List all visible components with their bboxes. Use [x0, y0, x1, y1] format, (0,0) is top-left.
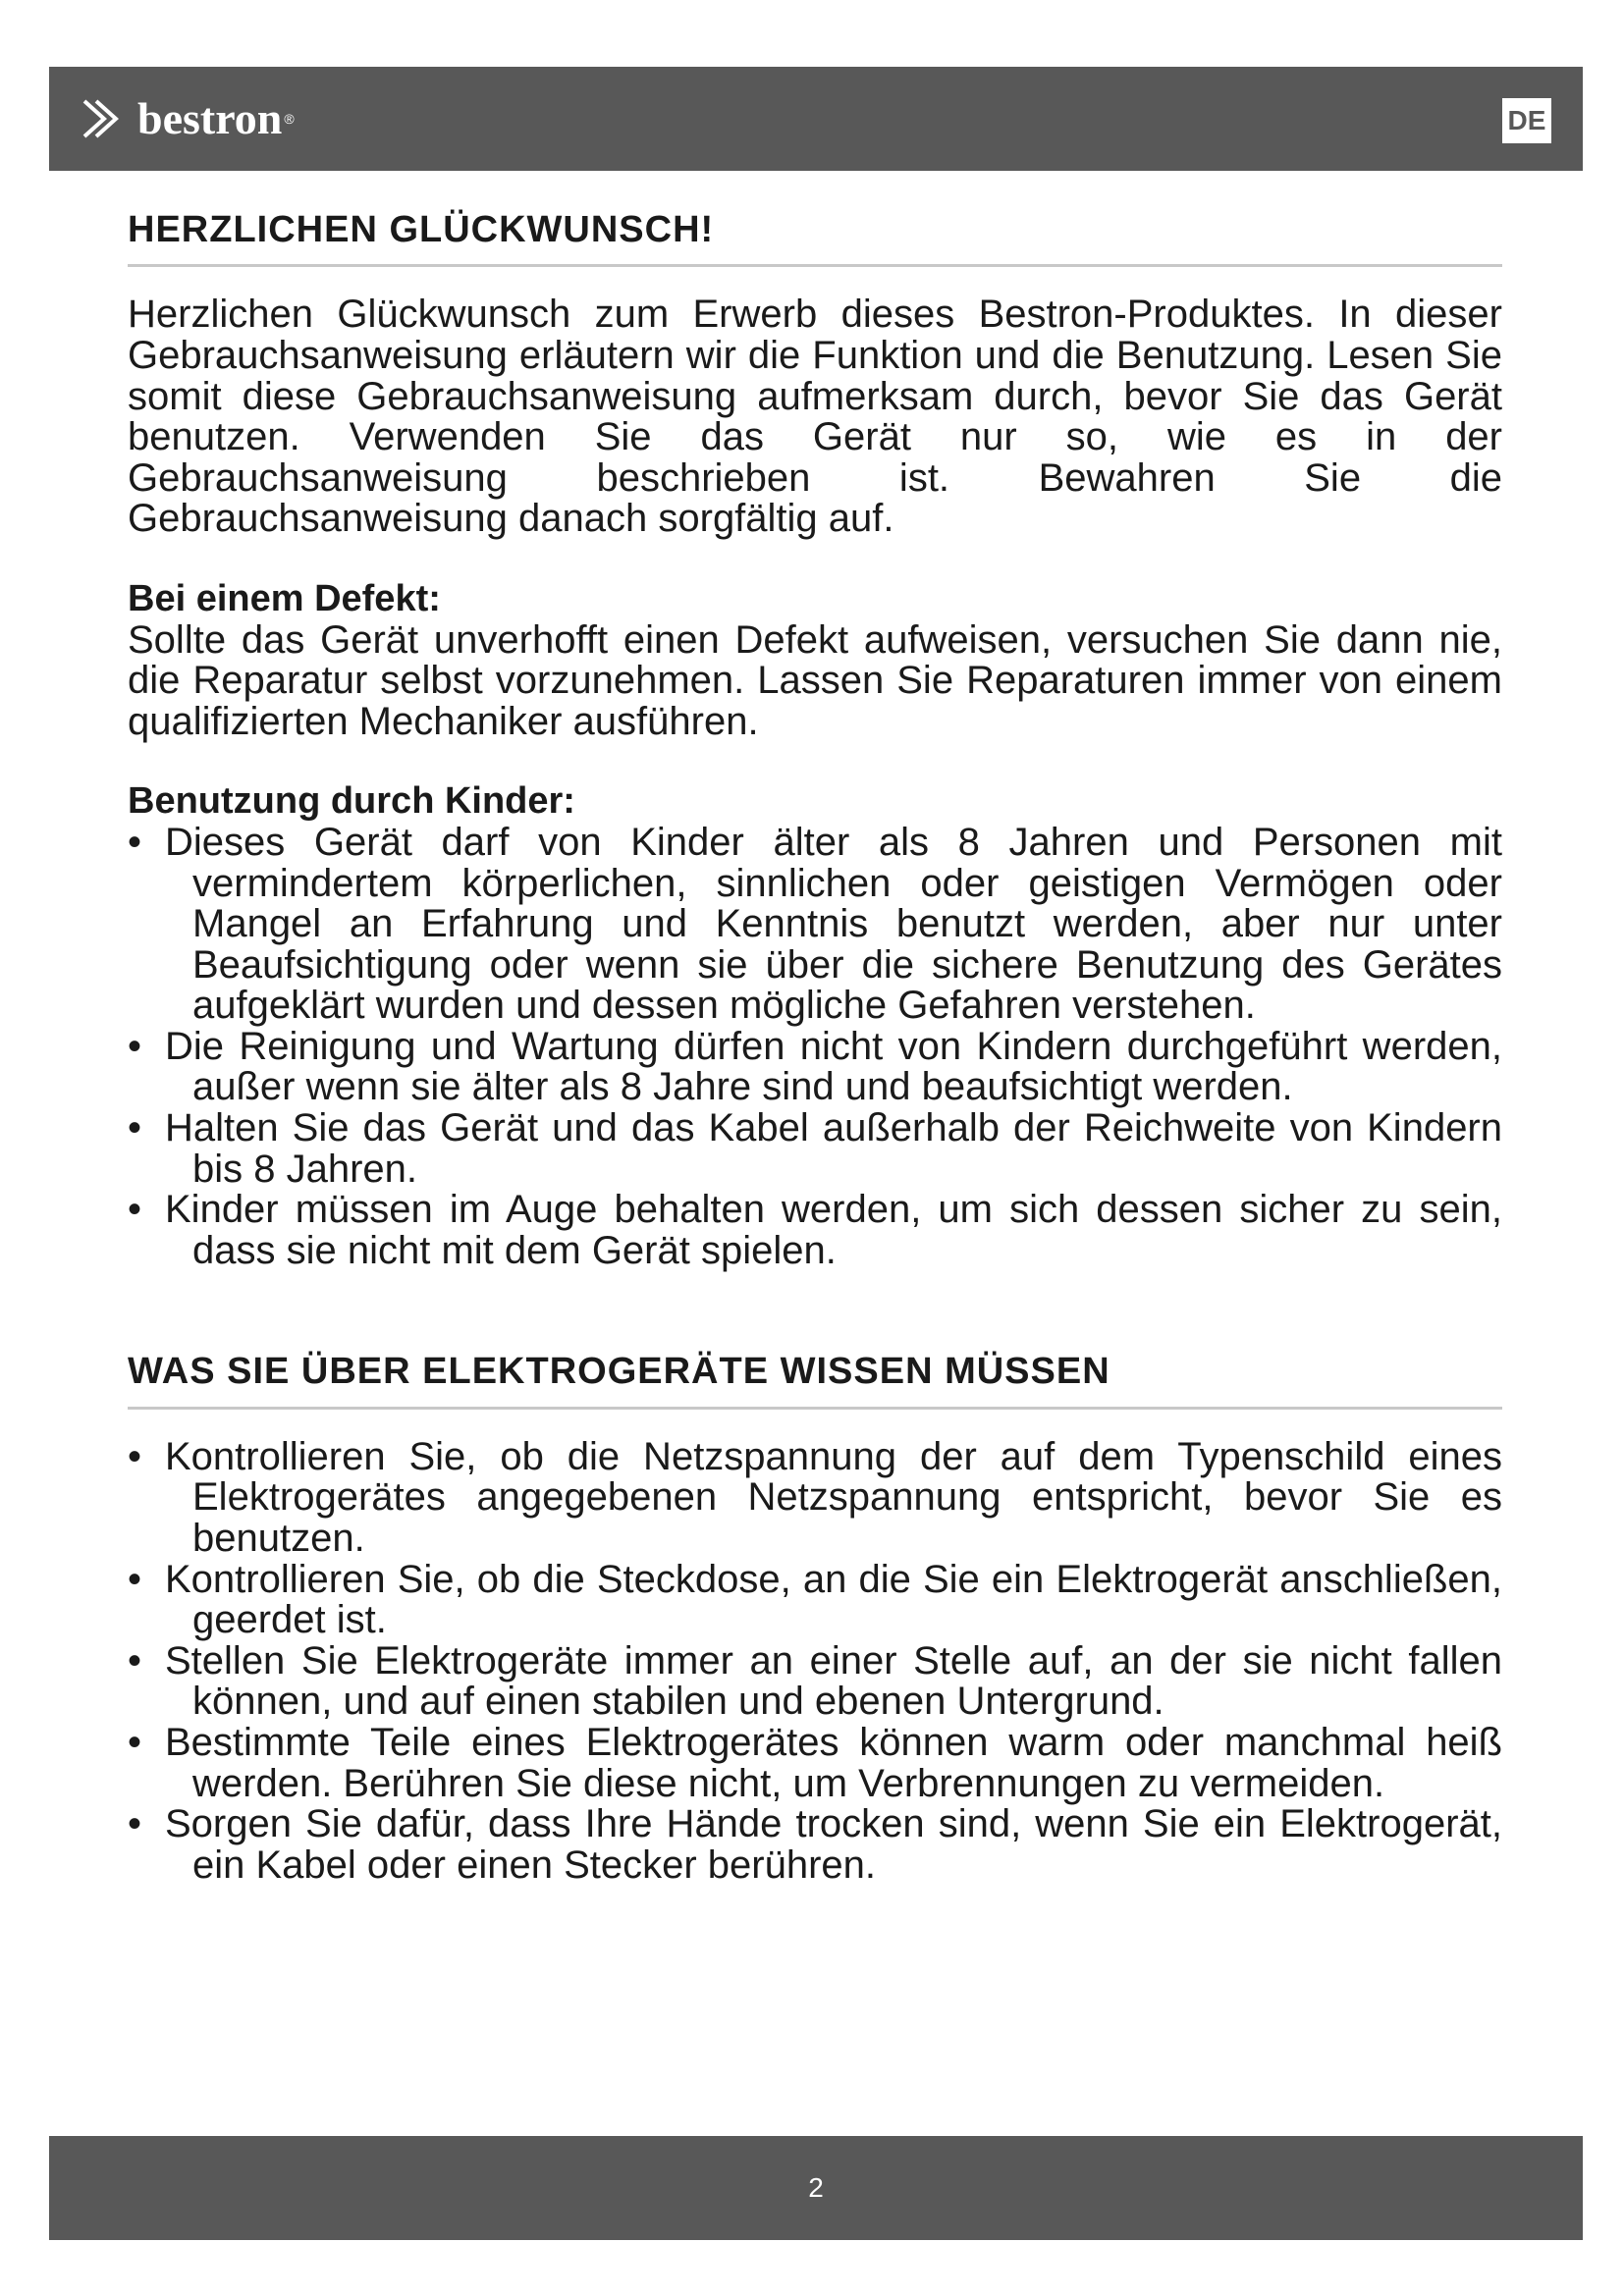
double-chevron-icon: [81, 97, 132, 140]
children-heading: Benutzung durch Kinder:: [128, 780, 575, 823]
header-bar: [49, 67, 1583, 171]
children-list: [128, 820, 1502, 1272]
registered-mark: ®: [284, 111, 295, 127]
section-title-electrical: WAS SIE ÜBER ELEKTROGERÄTE WISSEN MÜSSEN: [128, 1348, 1502, 1409]
page-number: 2: [808, 2172, 824, 2203]
footer-bar: [49, 2136, 1583, 2240]
list-item: • Kontrollieren Sie, ob die Steckdose, an die Sie ein Elektrogerät anschließen, geerdet ist.: [128, 1557, 1502, 1642]
list-item: • Sorgen Sie dafür, dass Ihre Hände trocken sind, wenn Sie ein Elektrogerät, ein Kabel oder einen Stecker berühren.: [128, 1802, 1502, 1887]
list-item: • Stellen Sie Elektrogeräte immer an einer Stelle auf, an der sie nicht fallen können, und auf einen stabilen und ebenen Untergrund.: [128, 1638, 1502, 1724]
list-item: • Halten Sie das Gerät und das Kabel außerhalb der Reichweite von Kindern bis 8 Jahren.: [128, 1106, 1502, 1191]
list-item: • Bestimmte Teile eines Elektrogerätes können warm oder manchmal heiß werden. Berühren Sie diese nicht, um Verbrennungen zu vermeiden.: [128, 1721, 1502, 1805]
language-badge: DE: [1502, 98, 1551, 143]
intro-paragraph: Herzlichen Glückwunsch zum Erwerb dieses Bestron-Produktes. In dieser Gebrauchsanweisung erläutern wir die Funktion und die Benutzung. Lesen Sie somit diese Gebrauchsanweisung aufmerksam durch, bevor Sie das Gerät benutzen. Verwenden Sie das Gerät nur so, wie es in der Gebrauchsanweisung beschrieben ist. Bewahren Sie die Gebrauchsanweisung danach sorgfältig auf.: [128, 293, 1502, 541]
electrical-list: [128, 1434, 1502, 1887]
section-title-congratulations: HERZLICHEN GLÜCKWUNSCH!: [128, 206, 1502, 267]
list-item: • Dieses Gerät darf von Kinder älter als 8 Jahren und Personen mit vermindertem körperlichen, sinnlichen oder geistigen Vermögen oder Mangel an Erfahrung und Kenntnis benutzt werden, aber nur unter Beaufsichtigung oder wenn sie über die sichere Benutzung des Gerätes aufgeklärt wurden und dessen mögliche Gefahren verstehen.: [128, 820, 1502, 1028]
defect-heading: Bei einem Defekt:: [128, 577, 441, 619]
defect-paragraph: Sollte das Gerät unverhofft einen Defekt aufweisen, versuchen Sie dann nie, die Reparatur selbst vorzunehmen. Lassen Sie Reparaturen immer von einem qualifizierten Mechaniker ausführen.: [128, 617, 1502, 743]
page-content: [128, 206, 1502, 1886]
brand-name: bestron: [137, 93, 283, 143]
brand-logo: [81, 84, 295, 153]
list-item: • Kontrollieren Sie, ob die Netzspannung der auf dem Typenschild eines Elektrogerätes angegebenen Netzspannung entspricht, bevor Sie es benutzen.: [128, 1434, 1502, 1561]
list-item: • Kinder müssen im Auge behalten werden, um sich dessen sicher zu sein, dass sie nicht mit dem Gerät spielen.: [128, 1188, 1502, 1272]
list-item: • Die Reinigung und Wartung dürfen nicht von Kindern durchgeführt werden, außer wenn sie älter als 8 Jahre sind und beaufsichtigt werden.: [128, 1024, 1502, 1109]
